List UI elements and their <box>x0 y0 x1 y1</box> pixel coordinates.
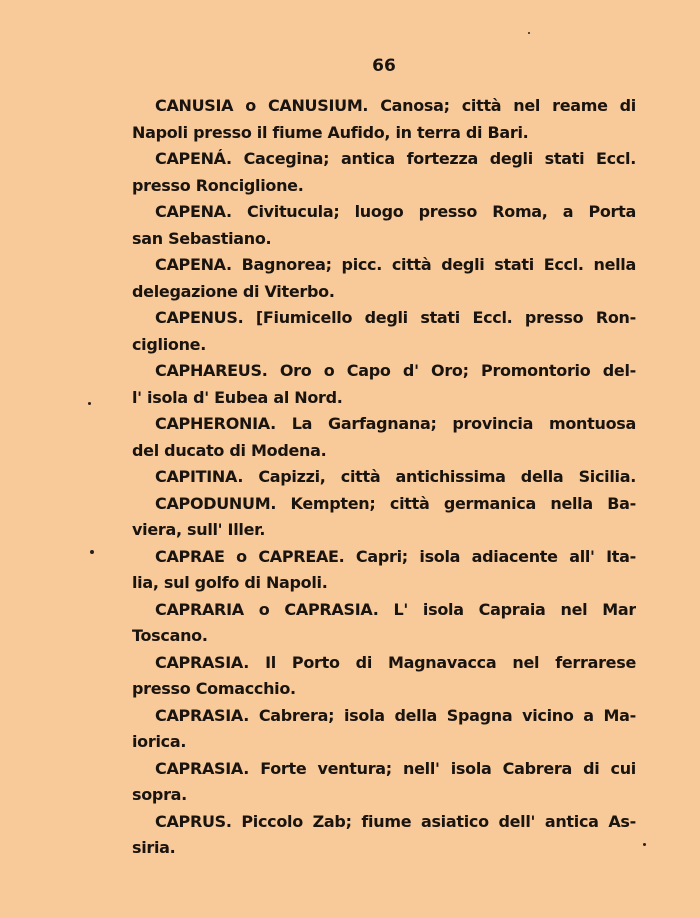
entry <box>132 146 636 199</box>
page-number: 66 <box>372 56 396 76</box>
entry <box>132 703 636 756</box>
entry-line: del ducato di Modena. <box>132 440 327 460</box>
entry-line: sopra. <box>132 785 187 804</box>
entry-line: CAPRAE o CAPREAE. Capri; isola adiacente all' Ita- <box>155 546 636 566</box>
scan-speck <box>528 32 530 34</box>
entry-line: CAPODUNUM. Kempten; città germanica nella Ba- <box>155 493 636 513</box>
entry-line: CANUSIA o CANUSIUM. Canosa; città nel reame di <box>155 96 636 115</box>
scan-speck <box>90 550 94 554</box>
entry <box>132 464 636 491</box>
entry <box>132 544 636 597</box>
entry <box>132 93 636 146</box>
scan-speck <box>643 843 646 846</box>
entry-line: CAPRARIA o CAPRASIA. L' isola Capraia nel Mar <box>155 599 636 619</box>
entry <box>132 597 636 650</box>
entry <box>132 756 636 809</box>
entry-line: CAPENÁ. Cacegina; antica fortezza degli stati Eccl. <box>155 149 636 168</box>
entry-line: CAPENUS. [Fiumicello degli stati Eccl. presso Ron- <box>155 308 636 327</box>
entry-line: ciglione. <box>132 334 207 354</box>
entry-line: presso Ronciglione. <box>132 175 304 195</box>
entry-line: CAPENA. Bagnorea; picc. città degli stati Eccl. nella <box>155 255 636 274</box>
entry-line: CAPRASIA. Forte ventura; nell' isola Cabrera di cui <box>155 758 636 778</box>
entry <box>132 491 636 544</box>
entry-line: delegazione di Viterbo. <box>132 281 335 301</box>
entry-line: CAPRASIA. Il Porto di Magnavacca nel ferrarese <box>155 652 636 672</box>
entry <box>132 358 636 411</box>
entry-line: CAPITINA. Capizzi, città antichissima della Sicilia. <box>155 467 636 486</box>
entry <box>132 305 636 358</box>
entry-line: san Sebastiano. <box>132 228 272 248</box>
entry-line: viera, sull' Iller. <box>132 520 266 539</box>
entry-line: CAPRASIA. Cabrera; isola della Spagna vicino a Ma- <box>155 705 636 725</box>
entry-line: CAPENA. Civitucula; luogo presso Roma, a Porta <box>155 202 636 221</box>
entry-line: Toscano. <box>132 626 208 645</box>
entry <box>132 252 636 305</box>
entry-line: CAPHERONIA. La Garfagnana; provincia montuosa <box>155 414 636 433</box>
entry <box>132 809 636 862</box>
entry <box>132 199 636 252</box>
entry-line: CAPRUS. Piccolo Zab; fiume asiatico dell' antica As- <box>155 811 636 831</box>
entry-line: CAPHAREUS. Oro o Capo d' Oro; Promontorio del- <box>155 361 636 380</box>
entry <box>132 411 636 464</box>
entry <box>132 650 636 703</box>
entry-line: siria. <box>132 838 176 857</box>
entry-line: l' isola d' Eubea al Nord. <box>132 387 343 407</box>
scan-speck <box>88 402 91 405</box>
entry-line: iorica. <box>132 732 187 751</box>
entry-line: presso Comacchio. <box>132 679 296 698</box>
entry-line: Napoli presso il fiume Aufido, in terra di Bari. <box>132 122 529 142</box>
dictionary-entries <box>132 93 636 862</box>
entry-line: lia, sul golfo di Napoli. <box>132 573 328 592</box>
